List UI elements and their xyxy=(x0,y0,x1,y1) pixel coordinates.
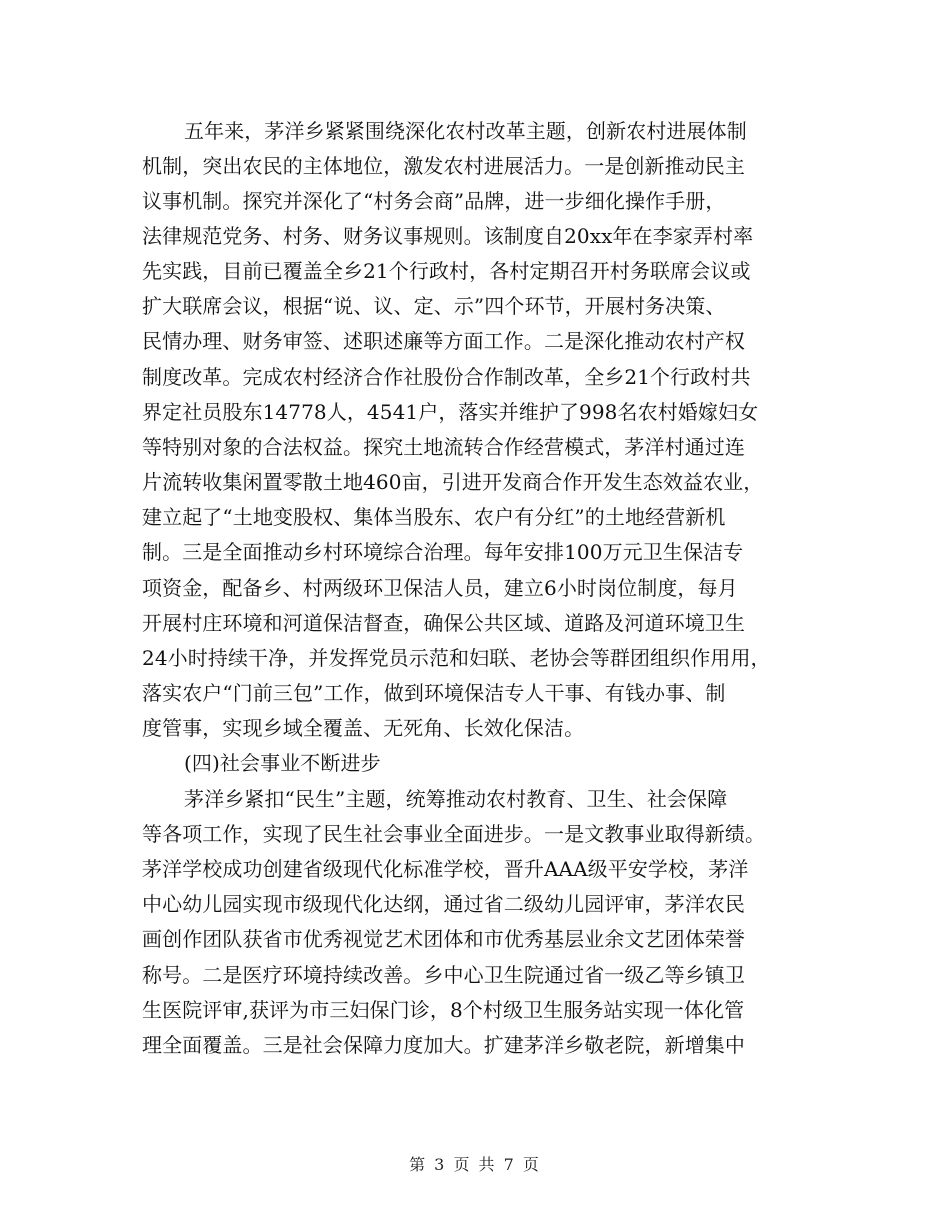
page-number-footer: 第 3 页 共 7 页 xyxy=(409,1155,541,1174)
text-line: 扩大联席会议，根据“说、议、定、示”四个环节，开展村务决策、 xyxy=(142,294,726,318)
text-line: 生医院评审,获评为市三妇保门诊，8个村级卫生服务站实现一体化管 xyxy=(142,998,745,1022)
text-line: 界定社员股东14778人，4541户，落实并维护了998名农村婚嫁妇女 xyxy=(142,400,759,424)
text-line: 中心幼儿园实现市级现代化达纲，通过省二级幼儿园评审，茅洋农民 xyxy=(142,892,745,916)
text-line: 民情办理、财务审签、述职述廉等方面工作。二是深化推动农村产权 xyxy=(142,329,745,353)
text-line: 理全面覆盖。三是社会保障力度加大。扩建茅洋乡敬老院，新增集中 xyxy=(142,1033,745,1057)
text-line: 称号。二是医疗环境持续改善。乡中心卫生院通过省一级乙等乡镇卫 xyxy=(142,963,745,987)
text-line: 先实践，目前已覆盖全乡21个行政村，各村定期召开村务联席会议或 xyxy=(142,259,751,283)
text-line: 片流转收集闲置零散土地460亩，引进开发商合作开发生态效益农业， xyxy=(142,470,764,494)
text-line: 画创作团队获省市优秀视觉艺术团体和市优秀基层业余文艺团体荣誉 xyxy=(142,927,745,951)
text-line: 项资金，配备乡、村两级环卫保洁人员，建立6小时岗位制度，每月 xyxy=(142,576,738,600)
text-line: 茅洋乡紧扣“民生”主题，统筹推动农村教育、卫生、社会保障 xyxy=(184,787,728,811)
text-line: 制。三是全面推动乡村环境综合治理。每年安排100万元卫生保洁专 xyxy=(142,540,744,564)
text-line: 制度改革。完成农村经济合作社股份合作制改革，全乡21个行政村共 xyxy=(142,365,751,389)
text-line: 五年来，茅洋乡紧紧围绕深化农村改革主题，创新农村进展体制 xyxy=(184,119,747,143)
text-line: 开展村庄环境和河道保洁督查，确保公共区域、道路及河道环境卫生 xyxy=(142,611,745,635)
section-heading: (四)社会事业不断进步 xyxy=(184,751,381,775)
text-line: 议事机制。探究并深化了“村务会商”品牌，进一步细化操作手册， xyxy=(142,189,726,213)
text-line: 度管事，实现乡域全覆盖、无死角、长效化保洁。 xyxy=(142,716,585,740)
text-line: 24小时持续干净，并发挥党员示范和妇联、老协会等群团组织作用用， xyxy=(142,646,771,670)
text-line: 法律规范党务、村务、财务议事规则。该制度自20xx年在李家弄村率 xyxy=(142,224,754,248)
text-line: 建立起了“土地变股权、集体当股东、农户有分红”的土地经营新机 xyxy=(142,505,726,529)
text-line: 等特别对象的合法权益。探究土地流转合作经营模式，茅洋村通过连 xyxy=(142,435,745,459)
text-line: 等各项工作，实现了民生社会事业全面进步。一是文教事业取得新绩。 xyxy=(142,822,766,846)
text-line: 落实农户“门前三包”工作，做到环境保洁专人干事、有钱办事、制 xyxy=(142,681,726,705)
text-line: 茅洋学校成功创建省级现代化标准学校，晋升AAA级平安学校，茅洋 xyxy=(142,857,749,881)
text-line: 机制，突出农民的主体地位，激发农村进展活力。一是创新推动民主 xyxy=(142,154,745,178)
